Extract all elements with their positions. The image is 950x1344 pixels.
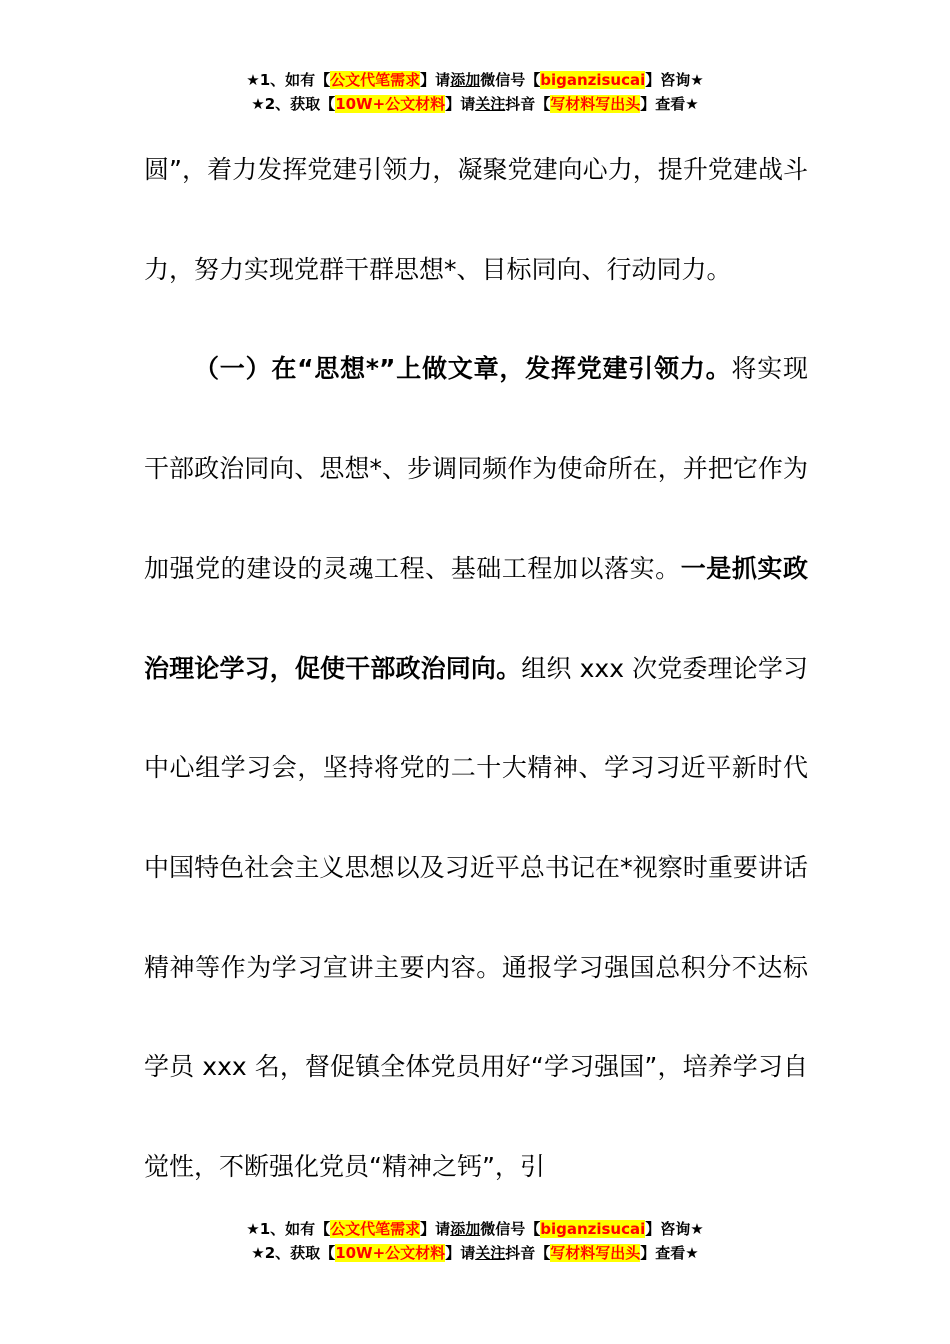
- bold-point: 一是抓实政治理论学习，促使干部政治同向。: [144, 553, 808, 683]
- section-heading: （一）在“思想*”上做文章，发挥党建引领力。: [194, 354, 732, 384]
- header-banner-line-1: [0, 68, 950, 92]
- banner-highlight: 10W+公文材料: [335, 95, 446, 113]
- banner-text: ★1、如有【: [246, 1220, 331, 1238]
- banner-highlight: 公文代笔需求: [330, 1220, 421, 1238]
- paragraph-text: 将实现干部政治同向、思想*、步调同频作为使命所在，并把它作为加强党的建设的灵魂工程、基础工程加以落实。: [144, 354, 808, 583]
- banner-douyin-id: 写材料写出头: [550, 1244, 641, 1262]
- banner-highlight: 公文代笔需求: [330, 71, 421, 89]
- banner-douyin-id: 写材料写出头: [550, 95, 641, 113]
- banner-wechat-id: biganzisucai: [540, 71, 646, 89]
- paragraph-2: [144, 319, 808, 1216]
- banner-text: 】咨询★: [645, 1220, 704, 1238]
- banner-text: 】请: [420, 1220, 451, 1238]
- banner-underline: 添加: [450, 71, 481, 89]
- footer-banner-line-1: [0, 1217, 950, 1241]
- document-body: [144, 120, 808, 1217]
- banner-underline: 关注: [475, 95, 506, 113]
- banner-text: 微信号【: [480, 71, 541, 89]
- banner-text: 微信号【: [480, 1220, 541, 1238]
- banner-text: 】查看★: [640, 95, 699, 113]
- banner-text: 】咨询★: [645, 71, 704, 89]
- banner-text: 】查看★: [640, 1244, 699, 1262]
- banner-text: ★2、获取【: [251, 1244, 336, 1262]
- footer-banner-line-2: [0, 1241, 950, 1265]
- banner-text: 抖音【: [505, 95, 551, 113]
- paragraph-text: 组织 xxx 次党委理论学习中心组学习会，坚持将党的二十大精神、学习习近平新时代中国特色社会主义思想以及习近平总书记在*视察时重要讲话精神等作为学习宣讲主要内容。通报学习强国总积分不达标学员 xxx 名，督促镇全体党员用好“学习强国”，培养学习自觉性，不断强化党员“精神之钙”，引: [144, 653, 808, 1182]
- banner-wechat-id: biganzisucai: [540, 1220, 646, 1238]
- banner-text: 抖音【: [505, 1244, 551, 1262]
- banner-text: 】请: [445, 95, 476, 113]
- paragraph-1: 圆”，着力发挥党建引领力，凝聚党建向心力，提升党建战斗力，努力实现党群干群思想*、目标同向、行动同力。: [144, 155, 808, 284]
- footer-banner: [0, 1217, 950, 1265]
- header-banner-line-2: [0, 92, 950, 116]
- banner-underline: 添加: [450, 1220, 481, 1238]
- banner-highlight: 10W+公文材料: [335, 1244, 446, 1262]
- banner-text: 】请: [445, 1244, 476, 1262]
- banner-text: ★1、如有【: [246, 71, 331, 89]
- header-banner: [0, 68, 950, 116]
- banner-underline: 关注: [475, 1244, 506, 1262]
- banner-text: ★2、获取【: [251, 95, 336, 113]
- banner-text: 】请: [420, 71, 451, 89]
